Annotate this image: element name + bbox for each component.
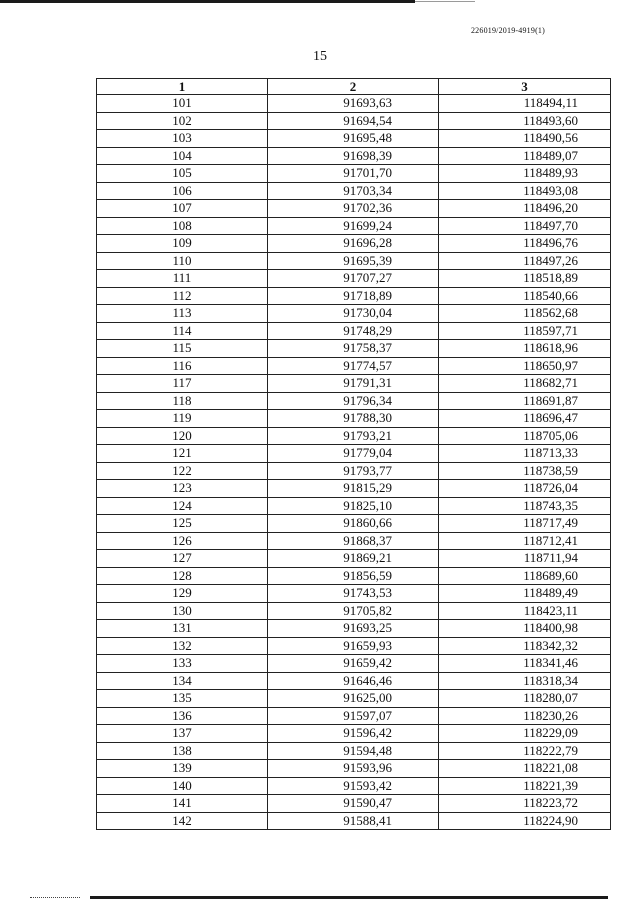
y-coordinate-cell: 118650,97	[439, 357, 611, 375]
table-row	[97, 112, 611, 130]
y-coordinate-cell: 118497,26	[439, 252, 611, 270]
y-coordinate-cell: 118489,93	[439, 165, 611, 183]
x-coordinate-cell: 91594,48	[268, 742, 439, 760]
table-row	[97, 270, 611, 288]
document-reference: 226019/2019-4919(1)	[470, 26, 545, 35]
x-coordinate-cell: 91696,28	[268, 235, 439, 253]
column-header: 3	[439, 79, 611, 95]
x-coordinate-cell: 91856,59	[268, 567, 439, 585]
point-number-cell: 130	[97, 602, 268, 620]
table-row	[97, 620, 611, 638]
point-number-cell: 140	[97, 777, 268, 795]
point-number-cell: 116	[97, 357, 268, 375]
point-number-cell: 112	[97, 287, 268, 305]
y-coordinate-cell: 118496,20	[439, 200, 611, 218]
point-number-cell: 108	[97, 217, 268, 235]
y-coordinate-cell: 118280,07	[439, 690, 611, 708]
scan-edge-bottom	[90, 896, 608, 899]
x-coordinate-cell: 91703,34	[268, 182, 439, 200]
y-coordinate-cell: 118717,49	[439, 515, 611, 533]
y-coordinate-cell: 118493,08	[439, 182, 611, 200]
table-row	[97, 515, 611, 533]
point-number-cell: 120	[97, 427, 268, 445]
x-coordinate-cell: 91730,04	[268, 305, 439, 323]
y-coordinate-cell: 118540,66	[439, 287, 611, 305]
x-coordinate-cell: 91796,34	[268, 392, 439, 410]
table-header-row	[97, 79, 611, 95]
x-coordinate-cell: 91693,63	[268, 95, 439, 113]
x-coordinate-cell: 91699,24	[268, 217, 439, 235]
y-coordinate-cell: 118490,56	[439, 130, 611, 148]
table-row	[97, 497, 611, 515]
point-number-cell: 127	[97, 550, 268, 568]
table-row	[97, 672, 611, 690]
table-row	[97, 602, 611, 620]
point-number-cell: 133	[97, 655, 268, 673]
table-row	[97, 95, 611, 113]
table-row	[97, 795, 611, 813]
y-coordinate-cell: 118493,60	[439, 112, 611, 130]
point-number-cell: 135	[97, 690, 268, 708]
x-coordinate-cell: 91748,29	[268, 322, 439, 340]
x-coordinate-cell: 91646,46	[268, 672, 439, 690]
x-coordinate-cell: 91791,31	[268, 375, 439, 393]
table-row	[97, 550, 611, 568]
table-row	[97, 357, 611, 375]
point-number-cell: 115	[97, 340, 268, 358]
y-coordinate-cell: 118705,06	[439, 427, 611, 445]
y-coordinate-cell: 118618,96	[439, 340, 611, 358]
point-number-cell: 134	[97, 672, 268, 690]
table-row	[97, 147, 611, 165]
x-coordinate-cell: 91860,66	[268, 515, 439, 533]
y-coordinate-cell: 118518,89	[439, 270, 611, 288]
y-coordinate-cell: 118229,09	[439, 725, 611, 743]
x-coordinate-cell: 91693,25	[268, 620, 439, 638]
x-coordinate-cell: 91707,27	[268, 270, 439, 288]
table-row	[97, 655, 611, 673]
y-coordinate-cell: 118497,70	[439, 217, 611, 235]
table-row	[97, 305, 611, 323]
table-row	[97, 742, 611, 760]
point-number-cell: 107	[97, 200, 268, 218]
y-coordinate-cell: 118726,04	[439, 480, 611, 498]
point-number-cell: 109	[97, 235, 268, 253]
x-coordinate-cell: 91869,21	[268, 550, 439, 568]
table-row	[97, 375, 611, 393]
y-coordinate-cell: 118489,49	[439, 585, 611, 603]
table-row	[97, 165, 611, 183]
x-coordinate-cell: 91705,82	[268, 602, 439, 620]
table-row	[97, 462, 611, 480]
point-number-cell: 131	[97, 620, 268, 638]
table-row	[97, 410, 611, 428]
table-row	[97, 217, 611, 235]
x-coordinate-cell: 91593,96	[268, 760, 439, 778]
y-coordinate-cell: 118230,26	[439, 707, 611, 725]
point-number-cell: 125	[97, 515, 268, 533]
point-number-cell: 104	[97, 147, 268, 165]
y-coordinate-cell: 118713,33	[439, 445, 611, 463]
x-coordinate-cell: 91788,30	[268, 410, 439, 428]
point-number-cell: 124	[97, 497, 268, 515]
y-coordinate-cell: 118743,35	[439, 497, 611, 515]
column-header: 2	[268, 79, 439, 95]
point-number-cell: 122	[97, 462, 268, 480]
point-number-cell: 141	[97, 795, 268, 813]
point-number-cell: 136	[97, 707, 268, 725]
y-coordinate-cell: 118318,34	[439, 672, 611, 690]
x-coordinate-cell: 91625,00	[268, 690, 439, 708]
y-coordinate-cell: 118696,47	[439, 410, 611, 428]
table-row	[97, 392, 611, 410]
table-row	[97, 690, 611, 708]
x-coordinate-cell: 91743,53	[268, 585, 439, 603]
point-number-cell: 117	[97, 375, 268, 393]
x-coordinate-cell: 91694,54	[268, 112, 439, 130]
table-row	[97, 322, 611, 340]
x-coordinate-cell: 91868,37	[268, 532, 439, 550]
page-number: 15	[313, 49, 327, 64]
y-coordinate-cell: 118682,71	[439, 375, 611, 393]
x-coordinate-cell: 91590,47	[268, 795, 439, 813]
table-row	[97, 567, 611, 585]
y-coordinate-cell: 118691,87	[439, 392, 611, 410]
table-row	[97, 130, 611, 148]
point-number-cell: 101	[97, 95, 268, 113]
x-coordinate-cell: 91597,07	[268, 707, 439, 725]
table-row	[97, 235, 611, 253]
point-number-cell: 121	[97, 445, 268, 463]
y-coordinate-cell: 118689,60	[439, 567, 611, 585]
y-coordinate-cell: 118712,41	[439, 532, 611, 550]
x-coordinate-cell: 91701,70	[268, 165, 439, 183]
table-row	[97, 637, 611, 655]
point-number-cell: 129	[97, 585, 268, 603]
y-coordinate-cell: 118400,98	[439, 620, 611, 638]
y-coordinate-cell: 118562,68	[439, 305, 611, 323]
table-body	[97, 95, 611, 830]
point-number-cell: 113	[97, 305, 268, 323]
table-row	[97, 200, 611, 218]
table-row	[97, 585, 611, 603]
coordinates-table	[96, 78, 611, 830]
point-number-cell: 102	[97, 112, 268, 130]
x-coordinate-cell: 91718,89	[268, 287, 439, 305]
y-coordinate-cell: 118342,32	[439, 637, 611, 655]
point-number-cell: 119	[97, 410, 268, 428]
x-coordinate-cell: 91774,57	[268, 357, 439, 375]
table-row	[97, 760, 611, 778]
point-number-cell: 110	[97, 252, 268, 270]
y-coordinate-cell: 118496,76	[439, 235, 611, 253]
table-row	[97, 480, 611, 498]
table-row	[97, 182, 611, 200]
point-number-cell: 103	[97, 130, 268, 148]
y-coordinate-cell: 118222,79	[439, 742, 611, 760]
point-number-cell: 123	[97, 480, 268, 498]
scan-edge-bottom-dots	[30, 897, 80, 899]
table-row	[97, 445, 611, 463]
y-coordinate-cell: 118597,71	[439, 322, 611, 340]
y-coordinate-cell: 118738,59	[439, 462, 611, 480]
point-number-cell: 114	[97, 322, 268, 340]
y-coordinate-cell: 118711,94	[439, 550, 611, 568]
point-number-cell: 132	[97, 637, 268, 655]
table-row	[97, 777, 611, 795]
x-coordinate-cell: 91825,10	[268, 497, 439, 515]
x-coordinate-cell: 91793,77	[268, 462, 439, 480]
x-coordinate-cell: 91588,41	[268, 812, 439, 830]
x-coordinate-cell: 91793,21	[268, 427, 439, 445]
y-coordinate-cell: 118224,90	[439, 812, 611, 830]
x-coordinate-cell: 91815,29	[268, 480, 439, 498]
point-number-cell: 111	[97, 270, 268, 288]
point-number-cell: 128	[97, 567, 268, 585]
table-row	[97, 252, 611, 270]
table-row	[97, 707, 611, 725]
table-row	[97, 725, 611, 743]
y-coordinate-cell: 118341,46	[439, 655, 611, 673]
x-coordinate-cell: 91695,39	[268, 252, 439, 270]
table-row	[97, 532, 611, 550]
x-coordinate-cell: 91695,48	[268, 130, 439, 148]
point-number-cell: 126	[97, 532, 268, 550]
y-coordinate-cell: 118423,11	[439, 602, 611, 620]
point-number-cell: 105	[97, 165, 268, 183]
point-number-cell: 118	[97, 392, 268, 410]
table-row	[97, 427, 611, 445]
x-coordinate-cell: 91593,42	[268, 777, 439, 795]
y-coordinate-cell: 118221,39	[439, 777, 611, 795]
y-coordinate-cell: 118494,11	[439, 95, 611, 113]
table-row	[97, 287, 611, 305]
x-coordinate-cell: 91659,42	[268, 655, 439, 673]
point-number-cell: 138	[97, 742, 268, 760]
table-row	[97, 812, 611, 830]
x-coordinate-cell: 91659,93	[268, 637, 439, 655]
y-coordinate-cell: 118223,72	[439, 795, 611, 813]
x-coordinate-cell: 91779,04	[268, 445, 439, 463]
y-coordinate-cell: 118221,08	[439, 760, 611, 778]
point-number-cell: 137	[97, 725, 268, 743]
x-coordinate-cell: 91758,37	[268, 340, 439, 358]
table-row	[97, 340, 611, 358]
x-coordinate-cell: 91702,36	[268, 200, 439, 218]
column-header: 1	[97, 79, 268, 95]
scan-edge-top	[0, 0, 415, 3]
x-coordinate-cell: 91596,42	[268, 725, 439, 743]
point-number-cell: 142	[97, 812, 268, 830]
scan-edge-top-fade	[415, 1, 475, 2]
y-coordinate-cell: 118489,07	[439, 147, 611, 165]
x-coordinate-cell: 91698,39	[268, 147, 439, 165]
point-number-cell: 139	[97, 760, 268, 778]
point-number-cell: 106	[97, 182, 268, 200]
